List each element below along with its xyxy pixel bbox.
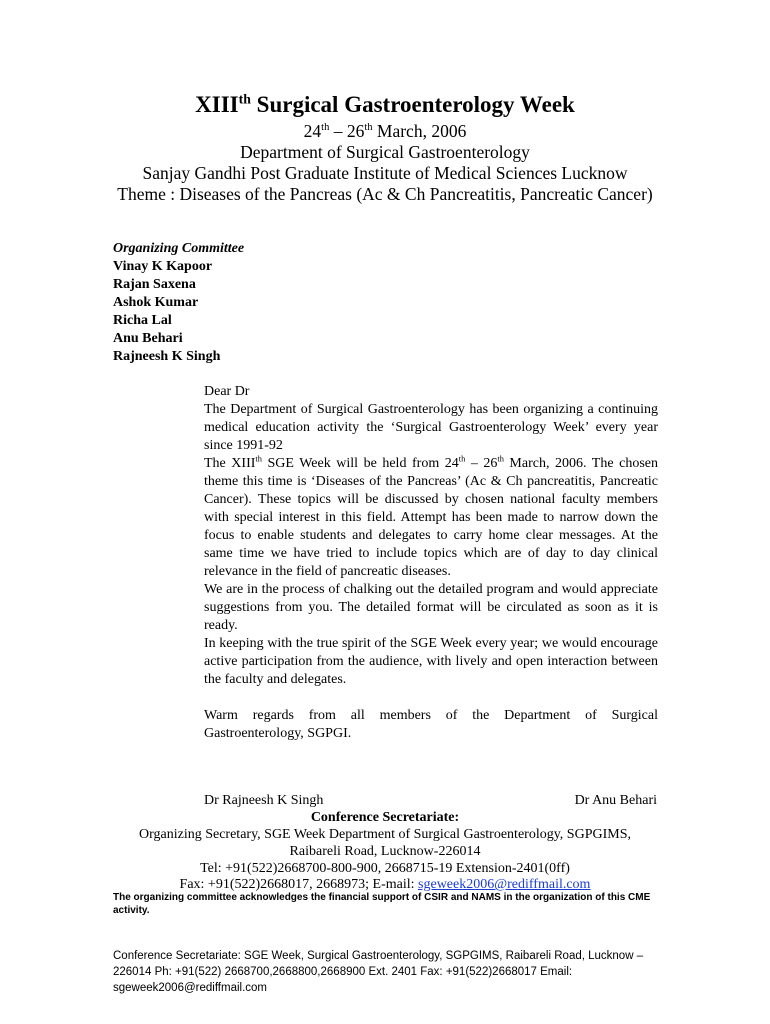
letter-greeting: Dear Dr [204,384,250,399]
letter-paragraph: We are in the process of chalking out the detailed program and would appreciate suggestions from you. The detailed format will be circulated as soon as it is ready. [204,582,658,633]
institute-line: Sanjay Gandhi Post Graduate Institute of Medical Sciences Lucknow [142,163,628,183]
text-sup: th [497,454,504,464]
letter-paragraph: In keeping with the true spirit of the SGE Week every year; we would encourage active participation from the audience, with lively and open interaction between the faculty and delegates. [204,636,658,687]
theme-line: Theme : Diseases of the Pancreas (Ac & Ch Pancreatitis, Pancreatic Cancer) [117,184,653,204]
title-ordinal: XIII [195,92,239,117]
committee-member: Vinay K Kapoor [113,259,213,274]
date-start: 24 [303,121,322,141]
date-end: – 26 [329,121,365,141]
page-title [0,92,770,118]
committee-heading: Organizing Committee [113,241,245,256]
letter-paragraph: The Department of Surgical Gastroenterology has been organizing a continuing medical education activity the ‘Surgical Gastroenterology Week’ every year since 1991-92 [204,402,658,453]
committee-member: Rajneesh K Singh [113,349,221,364]
letter-closing: Warm regards from all members of the Department of Surgical Gastroenterology, SGPGI. [204,708,658,741]
text-run: – 26 [465,456,498,471]
event-dates [0,121,770,142]
fax-text: Fax: +91(522)2668017, 2668973; E-mail: [179,877,419,892]
title-superscript: th [238,91,251,107]
page-footer: Conference Secretariate: SGE Week, Surgical Gastroenterology, SGPGIMS, Raibareli Road, Lucknow – 226014 Ph: +91(522) 2668700,2668800,2668900 Ext. 2401 Fax: +91(522)2668017 Email: sgeweek2006@rediffmail.com [113,950,644,994]
date-end-sup: th [364,122,373,134]
secretariat-line: Tel: +91(522)2668700-800-900, 2668715-19 Extension-2401(0ff) [200,861,570,876]
letter-body [204,383,658,743]
acknowledgement: The organizing committee acknowledges the financial support of CSIR and NAMS in the organization of this CME activity. [113,892,651,916]
committee-member: Anu Behari [113,331,183,346]
text-run: SGE Week will be held from 24 [261,456,459,471]
date-start-sup: th [321,122,330,134]
letter-paragraph [204,455,658,581]
secretariat-line: Raibareli Road, Lucknow-226014 [289,844,481,859]
email-link[interactable]: sgeweek2006@rediffmail.com [418,877,591,892]
title-text: Surgical Gastroenterology Week [250,92,575,117]
text-sup: th [458,454,466,464]
text-sup: th [255,454,262,464]
department-line: Department of Surgical Gastroenterology [240,142,530,162]
date-month: March, 2006 [372,121,467,141]
text-run: March, 2006. The chosen theme this time is ‘Diseases of the Pancreas’ (Ac & Ch pancreatitis, Pancreatic Cancer). These topics will be discussed by chosen national faculty members with special interest in this field. Attempt has been made to narrow down the focus to enable students and delegates to carry home clear messages. At the same time we have tried to include topics which are of day to day clinical relevance in the field of pancreatic diseases. [204,456,658,579]
signature-right: Dr Anu Behari [574,793,657,808]
committee-member: Ashok Kumar [113,295,199,310]
text-run: The XIII [204,456,256,471]
secretariat-heading: Conference Secretariate: [310,810,460,825]
secretariat-line: Organizing Secretary, SGE Week Department of Surgical Gastroenterology, SGPGIMS, [138,827,631,842]
signature-left: Dr Rajneesh K Singh [204,793,324,808]
committee-member: Richa Lal [113,313,172,328]
committee-member: Rajan Saxena [113,277,196,292]
organizing-committee [113,240,244,366]
